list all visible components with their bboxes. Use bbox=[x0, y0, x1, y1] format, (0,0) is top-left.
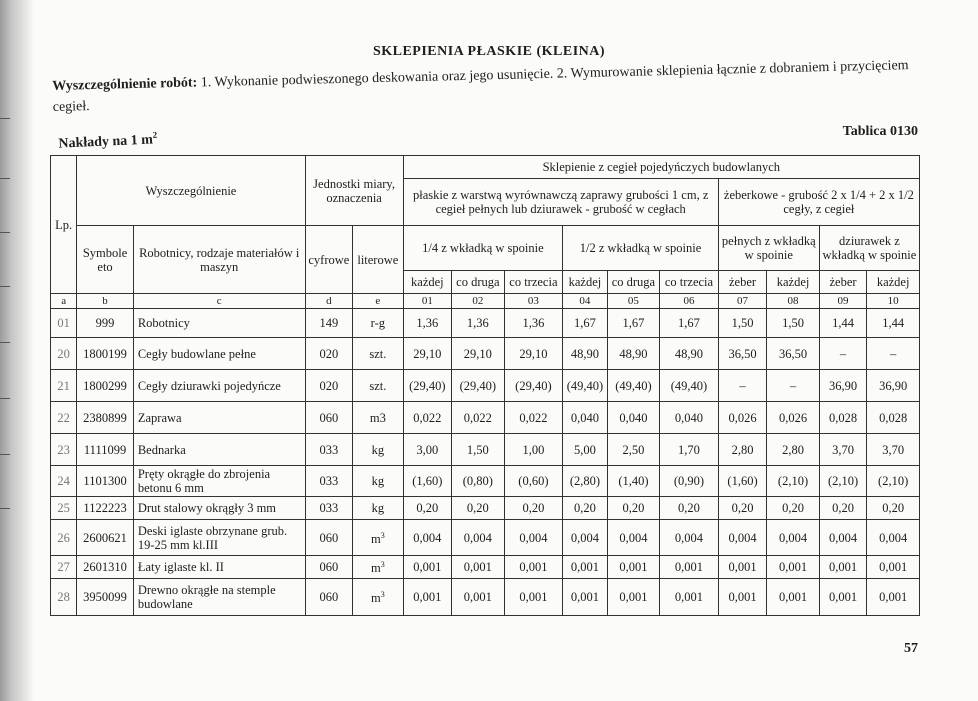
row-value: 1,00 bbox=[504, 434, 563, 466]
row-name: Robotnicy bbox=[133, 309, 305, 338]
table-row bbox=[51, 434, 920, 466]
row-unit-code: 060 bbox=[305, 402, 352, 434]
row-lp: 22 bbox=[51, 402, 77, 434]
header-sub: co trzecia bbox=[504, 271, 563, 294]
table-row bbox=[51, 370, 920, 402]
row-unit-code: 033 bbox=[305, 434, 352, 466]
column-letter: 07 bbox=[718, 294, 766, 309]
row-value: 29,10 bbox=[452, 338, 505, 370]
row-value: 48,90 bbox=[660, 338, 719, 370]
row-value: 36,90 bbox=[867, 370, 920, 402]
header-pelnych: pełnych z wkładką w spoinie bbox=[718, 226, 819, 271]
row-value: – bbox=[767, 370, 820, 402]
row-value: 0,001 bbox=[819, 556, 866, 579]
row-value: 0,001 bbox=[563, 579, 607, 616]
row-value: 0,040 bbox=[607, 402, 660, 434]
row-value: 5,00 bbox=[563, 434, 607, 466]
row-code: 2380899 bbox=[77, 402, 134, 434]
row-unit-symbol: szt. bbox=[353, 370, 404, 402]
row-value: 3,70 bbox=[867, 434, 920, 466]
row-value: (2,10) bbox=[819, 466, 866, 497]
book-binding-shadow bbox=[0, 0, 34, 701]
row-value: (1,40) bbox=[607, 466, 660, 497]
column-letter: e bbox=[353, 294, 404, 309]
row-value: 0,004 bbox=[607, 520, 660, 556]
row-lp: 26 bbox=[51, 520, 77, 556]
row-unit-symbol: kg bbox=[353, 434, 404, 466]
row-value: (29,40) bbox=[403, 370, 451, 402]
row-value: 0,040 bbox=[660, 402, 719, 434]
row-name: Bednarka bbox=[133, 434, 305, 466]
row-value: 1,67 bbox=[607, 309, 660, 338]
row-value: 0,001 bbox=[660, 556, 719, 579]
row-value: 0,028 bbox=[819, 402, 866, 434]
row-value: (2,10) bbox=[867, 466, 920, 497]
table-row bbox=[51, 338, 920, 370]
row-unit-symbol: r-g bbox=[353, 309, 404, 338]
row-value: (49,40) bbox=[607, 370, 660, 402]
row-value: 0,022 bbox=[452, 402, 505, 434]
row-value: – bbox=[819, 338, 866, 370]
row-lp: 27 bbox=[51, 556, 77, 579]
row-lp: 24 bbox=[51, 466, 77, 497]
row-value: 2,80 bbox=[718, 434, 766, 466]
header-sklepienie: Sklepienie z cegieł pojedyńczych budowlanych bbox=[403, 156, 919, 179]
row-value: 0,20 bbox=[403, 497, 451, 520]
row-value: 0,20 bbox=[607, 497, 660, 520]
header-dziurawek: dziurawek z wkładką w spoinie bbox=[819, 226, 919, 271]
row-unit-code: 060 bbox=[305, 579, 352, 616]
row-value: 0,004 bbox=[867, 520, 920, 556]
header-sub: co trzecia bbox=[660, 271, 719, 294]
row-lp: 01 bbox=[51, 309, 77, 338]
column-letter: d bbox=[305, 294, 352, 309]
table-row bbox=[51, 309, 920, 338]
row-value: 0,20 bbox=[867, 497, 920, 520]
row-unit-symbol: kg bbox=[353, 466, 404, 497]
table-row bbox=[51, 402, 920, 434]
row-code: 1122223 bbox=[77, 497, 134, 520]
row-value: 0,001 bbox=[452, 579, 505, 616]
row-value: 0,001 bbox=[660, 579, 719, 616]
row-value: 36,90 bbox=[819, 370, 866, 402]
row-value: 0,004 bbox=[767, 520, 820, 556]
row-value: 0,028 bbox=[867, 402, 920, 434]
row-value: 0,026 bbox=[718, 402, 766, 434]
row-code: 1800299 bbox=[77, 370, 134, 402]
row-value: 0,004 bbox=[819, 520, 866, 556]
row-lp: 25 bbox=[51, 497, 77, 520]
header-sub: każdej bbox=[563, 271, 607, 294]
row-name: Pręty okrągłe do zbrojenia betonu 6 mm bbox=[133, 466, 305, 497]
column-letter: 03 bbox=[504, 294, 563, 309]
row-value: 48,90 bbox=[607, 338, 660, 370]
page-edge-mark bbox=[0, 508, 10, 509]
row-value: 0,20 bbox=[452, 497, 505, 520]
naklady-heading bbox=[58, 130, 158, 153]
column-letter: 05 bbox=[607, 294, 660, 309]
row-value: (1,60) bbox=[718, 466, 766, 497]
row-code: 2600621 bbox=[77, 520, 134, 556]
page-number: 57 bbox=[904, 641, 918, 656]
naklady-text: Nakłady na 1 m bbox=[58, 132, 154, 152]
row-value: 0,040 bbox=[563, 402, 607, 434]
row-value: 0,001 bbox=[607, 579, 660, 616]
row-value: 0,004 bbox=[403, 520, 451, 556]
row-value: 2,80 bbox=[767, 434, 820, 466]
row-unit-symbol: $m^3$ bbox=[353, 579, 404, 616]
row-value: 0,022 bbox=[403, 402, 451, 434]
row-value: (49,40) bbox=[563, 370, 607, 402]
row-value: 1,44 bbox=[819, 309, 866, 338]
row-lp: 28 bbox=[51, 579, 77, 616]
row-value: 0,001 bbox=[718, 579, 766, 616]
table-row bbox=[51, 497, 920, 520]
header-cyfrowe: cyfrowe bbox=[305, 226, 352, 294]
column-letter: 08 bbox=[767, 294, 820, 309]
row-value: 0,004 bbox=[452, 520, 505, 556]
intro-text: 1. Wykonanie podwieszonego deskowania oraz jego usunięcie. 2. Wymurowanie sklepienia łącznie z dobraniem i przycięciem cegieł. bbox=[52, 58, 909, 115]
row-value: 36,50 bbox=[718, 338, 766, 370]
column-letter: 02 bbox=[452, 294, 505, 309]
row-value: 1,50 bbox=[767, 309, 820, 338]
row-unit-symbol: $m^3$ bbox=[353, 520, 404, 556]
row-value: 0,026 bbox=[767, 402, 820, 434]
row-value: (2,10) bbox=[767, 466, 820, 497]
row-value: 1,36 bbox=[452, 309, 505, 338]
intro-label: Wyszczególnienie robót: bbox=[52, 75, 198, 94]
row-value: 0,001 bbox=[867, 556, 920, 579]
header-quarter: 1/4 z wkładką w spoinie bbox=[403, 226, 563, 271]
page-edge-mark bbox=[0, 454, 10, 455]
header-wyszczegolnienie: Wyszczególnienie bbox=[77, 156, 305, 226]
row-value: 36,50 bbox=[767, 338, 820, 370]
header-jednostki: Jednostki miary, oznaczenia bbox=[305, 156, 403, 226]
row-value: (0,60) bbox=[504, 466, 563, 497]
row-value: 0,20 bbox=[718, 497, 766, 520]
header-sub: żeber bbox=[718, 271, 766, 294]
row-value: (1,60) bbox=[403, 466, 451, 497]
header-robotnicy: Robotnicy, rodzaje materiałów i maszyn bbox=[133, 226, 305, 294]
column-letter: c bbox=[133, 294, 305, 309]
naklady-exponent: 2 bbox=[152, 129, 158, 140]
row-unit-code: 033 bbox=[305, 497, 352, 520]
row-unit-code: 149 bbox=[305, 309, 352, 338]
row-value: 29,10 bbox=[403, 338, 451, 370]
row-value: 0,004 bbox=[718, 520, 766, 556]
column-letter: b bbox=[77, 294, 134, 309]
row-value: – bbox=[718, 370, 766, 402]
column-letter: a bbox=[51, 294, 77, 309]
header-literowe: literowe bbox=[353, 226, 404, 294]
header-sub: każdej bbox=[767, 271, 820, 294]
page-edge-mark bbox=[0, 286, 10, 287]
header-lp: Lp. bbox=[51, 156, 77, 294]
row-value: 3,70 bbox=[819, 434, 866, 466]
row-value: 1,67 bbox=[660, 309, 719, 338]
table-row bbox=[51, 556, 920, 579]
page-edge-mark bbox=[0, 118, 10, 119]
header-sub: każdej bbox=[867, 271, 920, 294]
row-value: 0,022 bbox=[504, 402, 563, 434]
row-unit-code: 020 bbox=[305, 370, 352, 402]
row-value: 0,001 bbox=[504, 556, 563, 579]
row-value: 0,001 bbox=[403, 579, 451, 616]
row-name: Zaprawa bbox=[133, 402, 305, 434]
row-code: 3950099 bbox=[77, 579, 134, 616]
row-value: 0,001 bbox=[767, 556, 820, 579]
row-value: (29,40) bbox=[504, 370, 563, 402]
row-name: Cegły budowlane pełne bbox=[133, 338, 305, 370]
row-name: Drut stalowy okrągły 3 mm bbox=[133, 497, 305, 520]
column-letter: 01 bbox=[403, 294, 451, 309]
column-letter: 04 bbox=[563, 294, 607, 309]
row-name: Łaty iglaste kl. II bbox=[133, 556, 305, 579]
row-value: 1,36 bbox=[403, 309, 451, 338]
row-value: 1,50 bbox=[718, 309, 766, 338]
row-unit-code: 020 bbox=[305, 338, 352, 370]
column-letter: 06 bbox=[660, 294, 719, 309]
row-lp: 21 bbox=[51, 370, 77, 402]
row-value: 0,004 bbox=[504, 520, 563, 556]
row-value: 0,004 bbox=[563, 520, 607, 556]
row-value: 0,20 bbox=[767, 497, 820, 520]
header-half: 1/2 z wkładką w spoinie bbox=[563, 226, 719, 271]
row-value: 0,20 bbox=[504, 497, 563, 520]
column-letter: 10 bbox=[867, 294, 920, 309]
page-edge-mark bbox=[0, 178, 10, 179]
row-unit-code: 060 bbox=[305, 520, 352, 556]
column-letter: 09 bbox=[819, 294, 866, 309]
header-zeberkowe: żeberkowe - grubość 2 x 1/4 + 2 x 1/2 cegły, z cegieł bbox=[718, 179, 919, 226]
row-value: (2,80) bbox=[563, 466, 607, 497]
table-row bbox=[51, 466, 920, 497]
row-value: 0,001 bbox=[718, 556, 766, 579]
row-unit-symbol: m3 bbox=[353, 402, 404, 434]
row-lp: 23 bbox=[51, 434, 77, 466]
row-value: (29,40) bbox=[452, 370, 505, 402]
row-value: 0,004 bbox=[660, 520, 719, 556]
row-code: 1111099 bbox=[77, 434, 134, 466]
page-edge-mark bbox=[0, 232, 10, 233]
page-edge-mark bbox=[0, 398, 10, 399]
row-name: Drewno okrągłe na stemple budowlane bbox=[133, 579, 305, 616]
table-label: Tablica 0130 bbox=[842, 124, 918, 139]
page-title: SKLEPIENIA PŁASKIE (KLEINA) bbox=[372, 44, 606, 59]
row-name: Cegły dziurawki pojedyńcze bbox=[133, 370, 305, 402]
header-sub: co druga bbox=[452, 271, 505, 294]
row-value: 0,001 bbox=[452, 556, 505, 579]
row-unit-symbol: kg bbox=[353, 497, 404, 520]
row-value: 0,20 bbox=[660, 497, 719, 520]
header-sub: każdej bbox=[403, 271, 451, 294]
row-value: – bbox=[867, 338, 920, 370]
row-lp: 20 bbox=[51, 338, 77, 370]
table-row bbox=[51, 579, 920, 616]
row-code: 2601310 bbox=[77, 556, 134, 579]
header-sub: co druga bbox=[607, 271, 660, 294]
row-unit-symbol: $m^3$ bbox=[353, 556, 404, 579]
row-value: 0,20 bbox=[563, 497, 607, 520]
intro-paragraph bbox=[52, 54, 933, 117]
row-value: 1,70 bbox=[660, 434, 719, 466]
row-value: 0,001 bbox=[403, 556, 451, 579]
row-unit-symbol: szt. bbox=[353, 338, 404, 370]
row-value: 1,50 bbox=[452, 434, 505, 466]
row-unit-code: 060 bbox=[305, 556, 352, 579]
row-value: 2,50 bbox=[607, 434, 660, 466]
row-value: (49,40) bbox=[660, 370, 719, 402]
row-value: 3,00 bbox=[403, 434, 451, 466]
row-value: (0,80) bbox=[452, 466, 505, 497]
header-symbole: Symbole eto bbox=[77, 226, 134, 294]
row-value: 29,10 bbox=[504, 338, 563, 370]
page-edge-mark bbox=[0, 342, 10, 343]
row-value: 48,90 bbox=[563, 338, 607, 370]
row-value: 0,001 bbox=[504, 579, 563, 616]
row-value: 1,67 bbox=[563, 309, 607, 338]
norms-table bbox=[50, 155, 920, 616]
row-value: 0,20 bbox=[819, 497, 866, 520]
row-name: Deski iglaste obrzynane grub. 19-25 mm kl.III bbox=[133, 520, 305, 556]
row-value: 1,44 bbox=[867, 309, 920, 338]
row-code: 999 bbox=[77, 309, 134, 338]
row-value: 0,001 bbox=[767, 579, 820, 616]
row-value: (0,90) bbox=[660, 466, 719, 497]
row-value: 0,001 bbox=[563, 556, 607, 579]
table-row bbox=[51, 520, 920, 556]
row-code: 1101300 bbox=[77, 466, 134, 497]
row-value: 0,001 bbox=[607, 556, 660, 579]
row-code: 1800199 bbox=[77, 338, 134, 370]
row-value: 0,001 bbox=[819, 579, 866, 616]
row-unit-code: 033 bbox=[305, 466, 352, 497]
header-sub: żeber bbox=[819, 271, 866, 294]
header-plaskie: płaskie z warstwą wyrównawczą zaprawy grubości 1 cm, z cegieł pełnych lub dziurawek - grubość w cegłach bbox=[403, 179, 718, 226]
row-value: 1,36 bbox=[504, 309, 563, 338]
row-value: 0,001 bbox=[867, 579, 920, 616]
